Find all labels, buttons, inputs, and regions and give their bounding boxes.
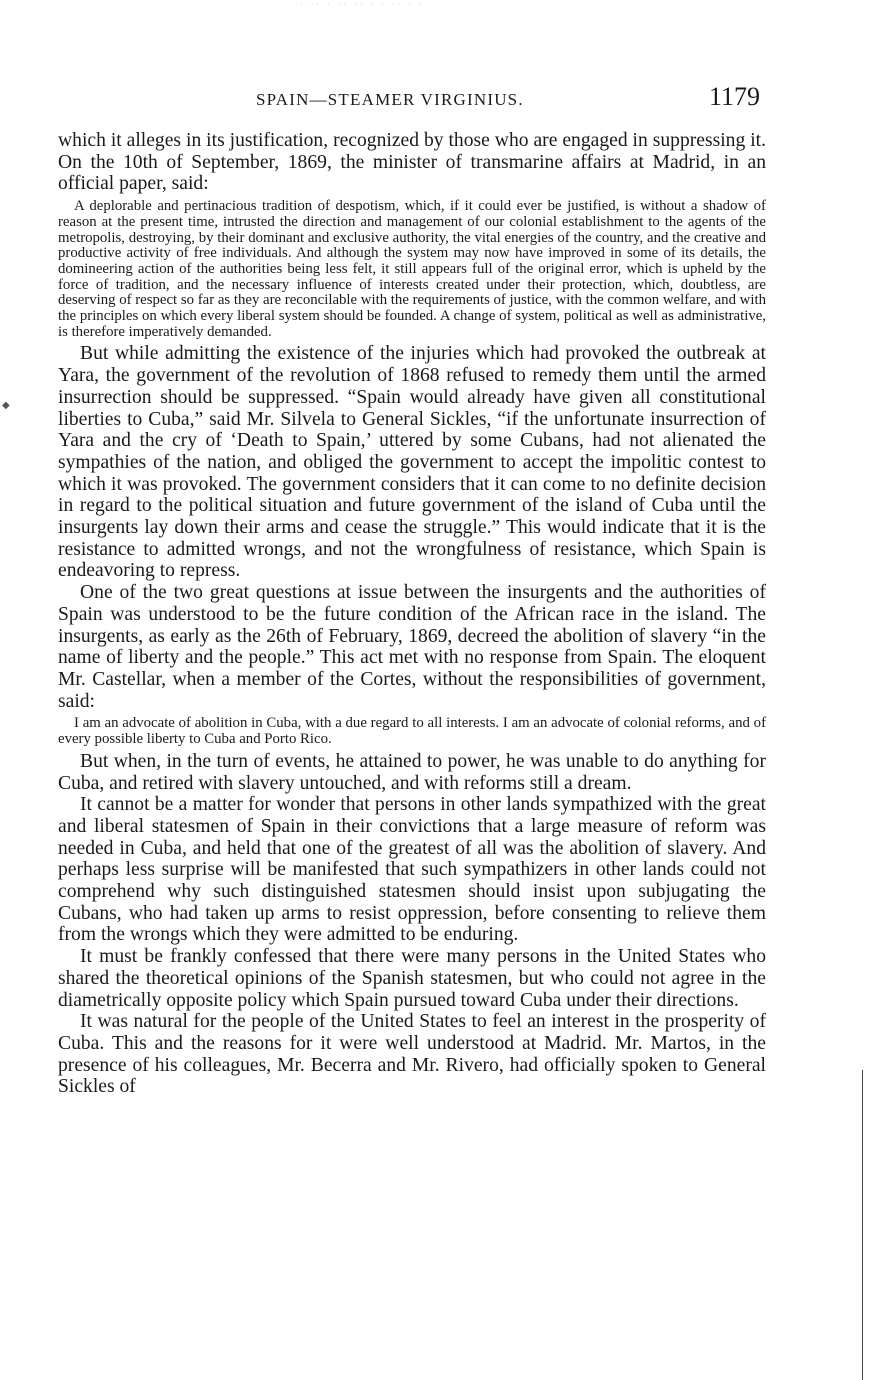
paragraph-united-states-opinions: It must be frankly confessed that there were many persons in the United States who shared the theoretical opinions of the Spanish statesmen, but who could not agree in the diametrically opposite policy which Spain pursued toward Cuba under their directions. [58,946,766,1011]
running-title: SPAIN—STEAMER VIRGINIUS. [256,90,524,109]
page-number: 1179 [708,82,760,111]
scan-specks: · ·· · ·· ·· · · ·· · · [300,0,425,9]
running-head [58,80,766,120]
scan-edge-line [862,1070,863,1380]
paragraph-castellar-power: But when, in the turn of events, he attained to power, he was unable to do anything for Cuba, and retired with slavery untouched, and with reforms still a dream. [58,750,766,794]
paragraph-african-race: One of the two great questions at issue between the insurgents and the authorities of Spain was understood to be the future condition of the African race in the island. The insurgents, as early as the 26th of February, 1869, decreed the abolition of slavery “in the name of liberty and the people.” This act met with no response from Spain. The eloquent Mr. Castellar, when a member of the Cortes, without the responsibilities of government, said: [58,582,766,712]
block-quote-castellar: I am an advocate of abolition in Cuba, with a due regard to all interests. I am an advocate of colonial reforms, and of every possible liberty to Cuba and Porto Rico. [58,715,766,748]
page-body [58,130,766,1098]
margin-mark: ◆ [2,400,10,411]
paragraph-continuation: which it alleges in its justification, recognized by those who are engaged in suppressing it. On the 10th of September, 1869, the minister of transmarine affairs at Madrid, in an official paper, said: [58,130,766,195]
paragraph-sympathizers: It cannot be a matter for wonder that persons in other lands sympathized with the great and liberal statesmen of Spain in their convictions that a large measure of reform was needed in Cuba, and held that one of the greatest of all was the abolition of slavery. And perhaps less surprise will be manifested that such sympathizers in other lands could not comprehend why such distinguished statesmen should insist upon subjugating the Cubans, who had taken up arms to resist oppression, before consenting to relieve them from the wrongs which they were admitted to be enduring. [58,794,766,946]
block-quote-minister: A deplorable and pertinacious tradition of despotism, which, if it could ever be justified, is without a shadow of reason at the present time, intrusted the direction and management of our colonial establishment to the agents of the metropolis, destroying, by their dominant and exclusive authority, the vital energies of the country, and the creative and productive activity of free individuals. And although the system may now have improved in some of its details, the domineering action of the authorities being less felt, it still appears full of the original error, which is upheld by the force of tradition, and the necessary influence of interests created under their protection, which, doubtless, are deserving of respect so far as they are reconcilable with the requirements of justice, with the common welfare, and with the principles on which every liberal system should be founded. A change of system, political as well as administrative, is therefore imperatively demanded. [58,198,766,340]
paragraph-yara-outbreak: But while admitting the existence of the injuries which had provoked the outbreak at Yara, the government of the revolution of 1868 refused to remedy them until the armed insurrection should be suppressed. “Spain would already have given all constitutional liberties to Cuba,” said Mr. Silvela to General Sickles, “if the unfortunate insurrection of Yara and the cry of ‘Death to Spain,’ uttered by some Cubans, had not alienated the sympathies of the nation, and obliged the government to accept the impolitic contest to which it was provoked. The government considers that it can come to no definite decision in regard to the political situation and future government of the island of Cuba until the insurgents lay down their arms and cease the struggle.” This would indicate that it is the resistance to admitted wrongs, and not the wrongfulness of resistance, which Spain is endeavoring to repress. [58,343,766,582]
paragraph-prosperity-of-cuba: It was natural for the people of the United States to feel an interest in the prosperity of Cuba. This and the reasons for it were well understood at Madrid. Mr. Martos, in the presence of his colleagues, Mr. Becerra and Mr. Rivero, had officially spoken to General Sickles of [58,1011,766,1098]
